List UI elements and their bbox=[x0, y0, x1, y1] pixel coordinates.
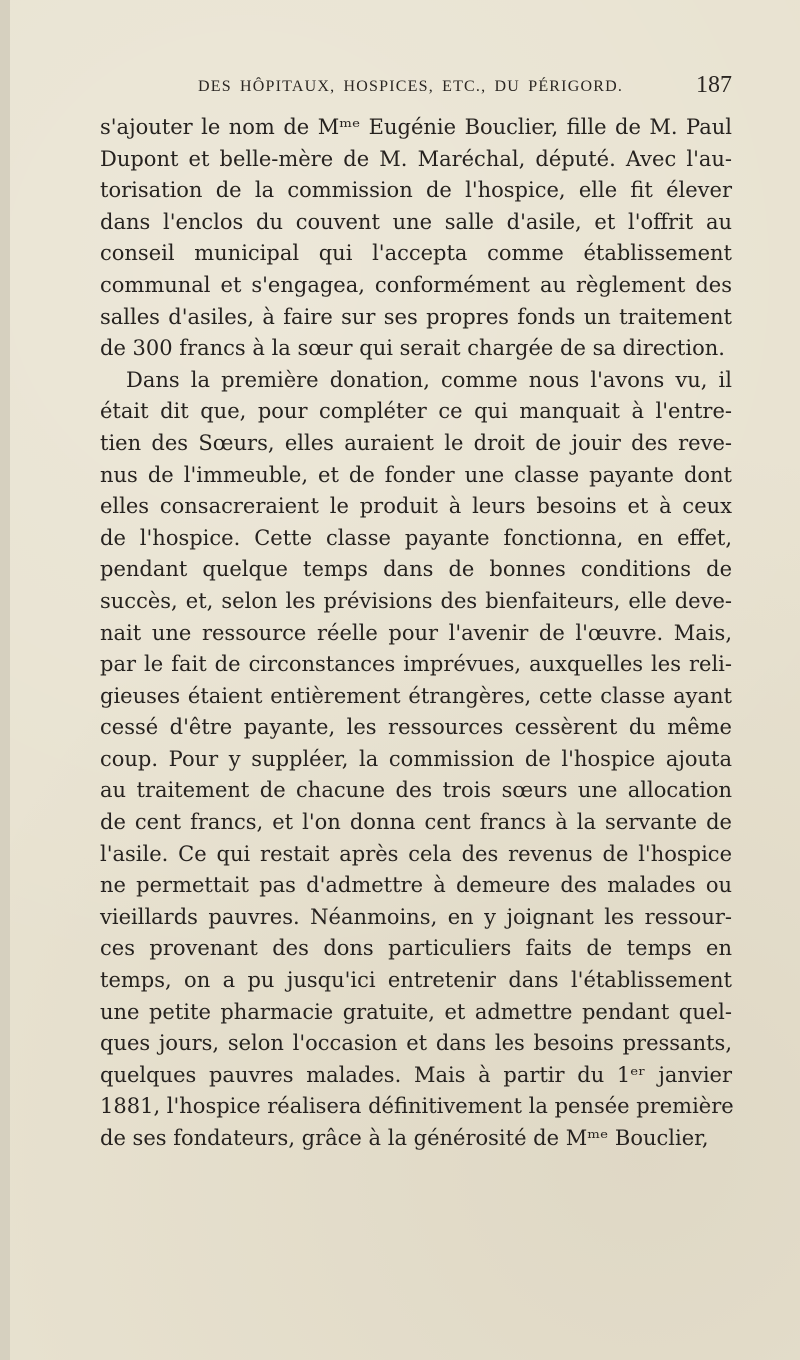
text-line: de l'hospice. Cette classe payante fonctionna, en effet, bbox=[100, 525, 732, 550]
text-line: nait une ressource réelle pour l'avenir de l'œuvre. Mais, bbox=[100, 620, 732, 645]
text-line: nus de l'immeuble, et de fonder une classe payante dont bbox=[100, 462, 732, 487]
text-line: était dit que, pour compléter ce qui manquait à l'entre- bbox=[100, 399, 732, 424]
text-line: ces provenant des dons particuliers faits de temps en bbox=[100, 936, 732, 961]
text-line: elles consacreraient le produit à leurs besoins et à ceux bbox=[100, 494, 732, 519]
text-line: tien des Sœurs, elles auraient le droit de jouir des reve- bbox=[100, 430, 732, 455]
text-line: communal et s'engagea, conformément au règlement des bbox=[100, 272, 732, 297]
text-line: temps, on a pu jusqu'ici entretenir dans l'établissement bbox=[100, 968, 732, 993]
text-line: ne permettait pas d'admettre à demeure des malades ou bbox=[100, 873, 732, 898]
text-line: vieillards pauvres. Néanmoins, en y joignant les ressour- bbox=[100, 904, 732, 929]
page-header bbox=[102, 72, 732, 104]
text-line: s'ajouter le nom de Mᵐᵉ Eugénie Bouclier, fille de M. Paul bbox=[100, 115, 732, 139]
text-line: dans l'enclos du couvent une salle d'asile, et l'offrit au bbox=[100, 209, 732, 234]
page-number: 187 bbox=[696, 72, 732, 98]
text-line: coup. Pour y suppléer, la commission de l'hospice ajouta bbox=[100, 746, 732, 771]
text-line: cessé d'être payante, les ressources cessèrent du même bbox=[100, 715, 732, 740]
running-head: DES HÔPITAUX, HOSPICES, ETC., DU PÉRIGORD. bbox=[198, 78, 624, 95]
text-line: de ses fondateurs, grâce à la générosité de Mᵐᵉ Bouclier, bbox=[100, 1126, 709, 1150]
text-line: au traitement de chacune des trois sœurs une allocation bbox=[100, 778, 732, 803]
book-page bbox=[10, 0, 800, 1360]
text-line: Dupont et belle-mère de M. Maréchal, député. Avec l'au- bbox=[100, 146, 732, 171]
text-line: quelques pauvres malades. Mais à partir du 1ᵉʳ janvier bbox=[100, 1062, 732, 1087]
text-line: une petite pharmacie gratuite, et admettre pendant quel- bbox=[100, 999, 732, 1024]
text-line: 1881, l'hospice réalisera définitivement la pensée première bbox=[100, 1094, 734, 1119]
text-line: de cent francs, et l'on donna cent francs à la servante de bbox=[100, 810, 732, 835]
text-line: conseil municipal qui l'accepta comme établissement bbox=[100, 241, 732, 266]
text-line: salles d'asiles, à faire sur ses propres fonds un traitement bbox=[100, 304, 732, 329]
text-line: torisation de la commission de l'hospice, elle fit élever bbox=[100, 178, 732, 203]
text-line: par le fait de circonstances imprévues, auxquelles les reli- bbox=[100, 652, 732, 677]
text-line: gieuses étaient entièrement étrangères, cette classe ayant bbox=[100, 683, 732, 708]
text-line: ques jours, selon l'occasion et dans les besoins pressants, bbox=[100, 1031, 732, 1056]
paragraph-start-line: Dans la première donation, comme nous l'avons vu, il bbox=[126, 367, 732, 392]
body-text bbox=[100, 112, 732, 1155]
text-line: l'asile. Ce qui restait après cela des revenus de l'hospice bbox=[100, 841, 732, 866]
text-line: succès, et, selon les prévisions des bienfaiteurs, elle deve- bbox=[100, 588, 732, 613]
text-line: pendant quelque temps dans de bonnes conditions de bbox=[100, 557, 732, 582]
text-line: de 300 francs à la sœur qui serait chargée de sa direction. bbox=[100, 336, 725, 361]
